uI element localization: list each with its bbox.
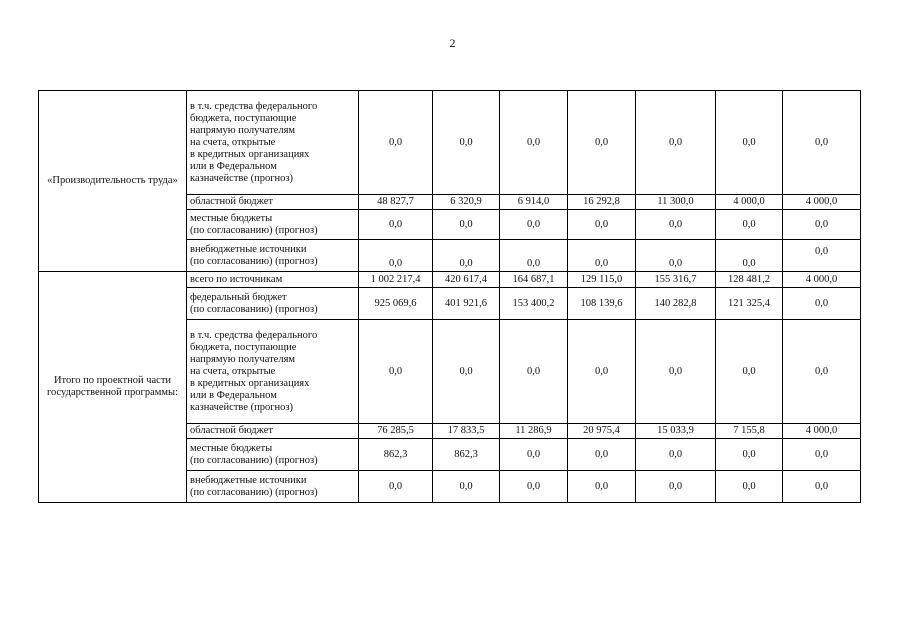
value-cell: 7 155,8 <box>716 424 783 439</box>
source-line: областной бюджет <box>190 196 273 207</box>
value-cell: 420 617,4 <box>433 272 500 288</box>
source-line: в кредитных организациях <box>190 148 310 160</box>
source-line: бюджета, поступающие <box>190 341 297 353</box>
source-line: (по согласованию) (прогноз) <box>190 486 318 498</box>
value-cell: 0,0 <box>500 240 568 272</box>
value-cell: 0,0 <box>433 320 500 424</box>
program-name-cell <box>39 272 187 503</box>
value-cell: 0,0 <box>783 320 861 424</box>
value-cell: 0,0 <box>636 471 716 503</box>
value-cell: 153 400,2 <box>500 288 568 320</box>
value-cell: 11 286,9 <box>500 424 568 439</box>
value-cell: 0,0 <box>433 210 500 240</box>
source-line: бюджета, поступающие <box>190 112 297 124</box>
value-cell: 17 833,5 <box>433 424 500 439</box>
value-cell: 4 000,0 <box>783 195 861 210</box>
source-cell <box>187 424 359 439</box>
value-cell: 862,3 <box>433 439 500 471</box>
value-cell: 0,0 <box>636 91 716 195</box>
value-cell: 0,0 <box>433 240 500 272</box>
value-cell: 0,0 <box>716 320 783 424</box>
value-cell: 0,0 <box>359 320 433 424</box>
program-name-cell <box>39 91 187 272</box>
source-line: в кредитных организациях <box>190 377 310 389</box>
value-cell: 0,0 <box>716 210 783 240</box>
value-cell: 862,3 <box>359 439 433 471</box>
value-cell: 0,0 <box>636 320 716 424</box>
value-cell: 155 316,7 <box>636 272 716 288</box>
source-line: или в Федеральном <box>190 160 277 172</box>
source-line: (по согласованию) (прогноз) <box>190 255 318 267</box>
value-cell: 0,0 <box>716 439 783 471</box>
value-cell: 0,0 <box>500 439 568 471</box>
value-cell: 0,0 <box>716 471 783 503</box>
source-cell <box>187 288 359 320</box>
source-line: в т.ч. средства федерального <box>190 329 318 341</box>
source-line: (по согласованию) (прогноз) <box>190 454 318 466</box>
value-cell: 4 000,0 <box>783 272 861 288</box>
value-cell: 4 000,0 <box>716 195 783 210</box>
value-cell: 0,0 <box>783 91 861 195</box>
value-cell: 11 300,0 <box>636 195 716 210</box>
value-cell: 0,0 <box>568 240 636 272</box>
value-cell: 108 139,6 <box>568 288 636 320</box>
value-cell: 16 292,8 <box>568 195 636 210</box>
source-line: внебюджетные источники <box>190 243 307 255</box>
value-cell: 121 325,4 <box>716 288 783 320</box>
source-line: внебюджетные источники <box>190 474 307 486</box>
source-line: казначействе (прогноз) <box>190 401 294 413</box>
value-cell: 0,0 <box>783 471 861 503</box>
source-line: федеральный бюджет <box>190 291 287 303</box>
value-cell: 0,0 <box>783 288 861 320</box>
source-line: казначействе (прогноз) <box>190 172 294 184</box>
source-line: областной бюджет <box>190 425 273 436</box>
source-line: местные бюджеты <box>190 212 273 224</box>
value-cell: 1 002 217,4 <box>359 272 433 288</box>
value-cell: 0,0 <box>500 91 568 195</box>
value-cell: 0,0 <box>716 91 783 195</box>
value-cell: 6 914,0 <box>500 195 568 210</box>
value-cell: 0,0 <box>568 91 636 195</box>
source-line: в т.ч. средства федерального <box>190 100 318 112</box>
source-line: (по согласованию) (прогноз) <box>190 303 318 315</box>
source-cell <box>187 195 359 210</box>
value-cell: 925 069,6 <box>359 288 433 320</box>
value-cell: 0,0 <box>359 91 433 195</box>
source-line: на счета, открытые <box>190 365 276 377</box>
value-cell: 0,0 <box>716 240 783 272</box>
value-cell: 0,0 <box>359 240 433 272</box>
value-cell: 0,0 <box>500 210 568 240</box>
value-cell: 0,0 <box>359 471 433 503</box>
value-cell: 0,0 <box>568 210 636 240</box>
value-cell: 0,0 <box>568 471 636 503</box>
program-name: Итого по проектной части государственной программы: <box>46 375 179 398</box>
source-cell <box>187 272 359 288</box>
value-cell: 0,0 <box>783 240 861 272</box>
value-cell: 0,0 <box>359 210 433 240</box>
source-line: на счета, открытые <box>190 136 276 148</box>
value-cell: 0,0 <box>500 471 568 503</box>
table-row <box>39 272 861 288</box>
source-line: всего по источникам <box>190 273 283 285</box>
source-cell <box>187 240 359 272</box>
source-cell <box>187 210 359 240</box>
value-cell: 20 975,4 <box>568 424 636 439</box>
value-cell: 0,0 <box>500 320 568 424</box>
source-line: напрямую получателям <box>190 353 296 365</box>
value-cell: 4 000,0 <box>783 424 861 439</box>
value-cell: 140 282,8 <box>636 288 716 320</box>
value-cell: 15 033,9 <box>636 424 716 439</box>
value-cell: 164 687,1 <box>500 272 568 288</box>
value-cell: 76 285,5 <box>359 424 433 439</box>
program-name: «Производительность труда» <box>47 175 178 186</box>
value-cell: 0,0 <box>636 210 716 240</box>
value-cell: 0,0 <box>568 320 636 424</box>
budget-table <box>38 90 861 503</box>
value-cell: 0,0 <box>636 240 716 272</box>
value-cell: 401 921,6 <box>433 288 500 320</box>
table-row <box>39 91 861 195</box>
value-cell: 0,0 <box>783 439 861 471</box>
value-cell: 0,0 <box>433 471 500 503</box>
page-number: 2 <box>449 36 456 50</box>
value-cell: 129 115,0 <box>568 272 636 288</box>
value-cell: 0,0 <box>568 439 636 471</box>
source-cell <box>187 320 359 424</box>
value-cell: 128 481,2 <box>716 272 783 288</box>
value-cell: 0,0 <box>783 210 861 240</box>
source-line: или в Федеральном <box>190 389 277 401</box>
value-cell: 48 827,7 <box>359 195 433 210</box>
value-cell: 6 320,9 <box>433 195 500 210</box>
source-line: местные бюджеты <box>190 442 273 454</box>
source-cell <box>187 471 359 503</box>
source-line: (по согласованию) (прогноз) <box>190 224 318 236</box>
source-cell <box>187 91 359 195</box>
value-cell: 0,0 <box>636 439 716 471</box>
source-line: напрямую получателям <box>190 124 296 136</box>
value-cell: 0,0 <box>433 91 500 195</box>
source-cell <box>187 439 359 471</box>
